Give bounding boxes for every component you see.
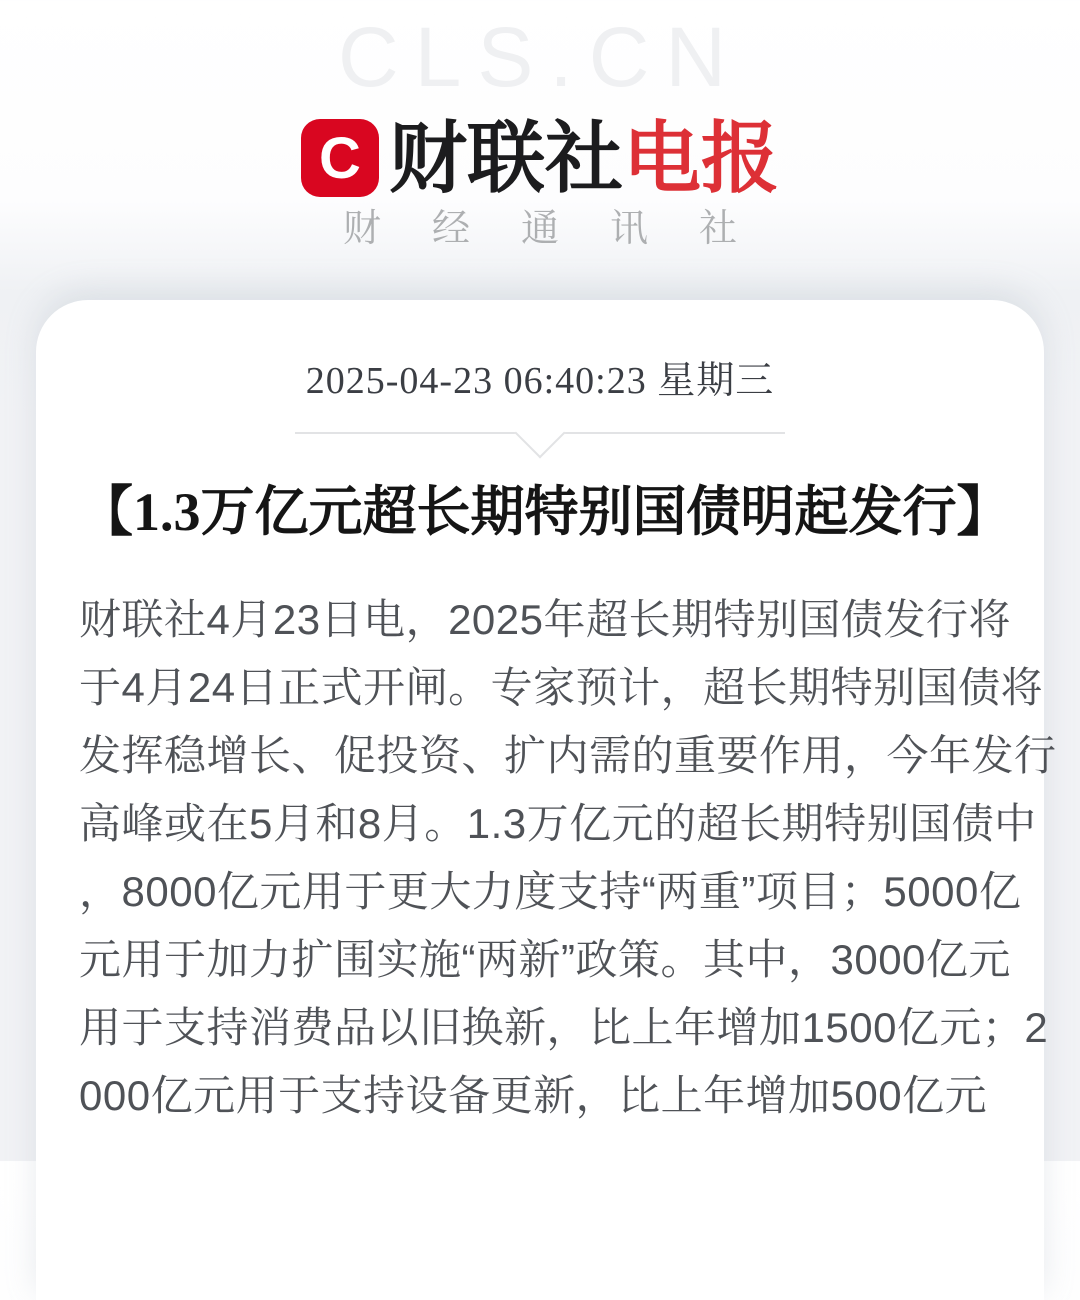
body-line: 于4月24日正式开闸。专家预计，超长期特别国债将 xyxy=(79,664,1044,711)
body-line: 000亿元用于支持设备更新，比上年增加500亿元 xyxy=(79,1072,988,1119)
post-datetime: 2025-04-23 06:40:23 星期三 xyxy=(305,360,775,402)
body-line: 元用于加力扩围实施“两新”政策。其中，3000亿元 xyxy=(79,936,1011,983)
body-line: 发挥稳增长、促投资、扩内需的重要作用，今年发行 xyxy=(79,732,1057,779)
post-headline: 【1.3万亿元超长期特别国债明起发行】 xyxy=(79,482,1011,542)
cls-logo-letter: C xyxy=(319,125,361,191)
body-line: ，8000亿元用于更大力度支持“两重”项目；5000亿 xyxy=(79,868,1022,915)
brand-name-primary: 财联社 xyxy=(388,114,623,202)
cls-logo-icon xyxy=(301,119,379,197)
cls-watermark: CLS.CN xyxy=(337,10,743,104)
telegraph-card xyxy=(36,300,1057,1300)
brand-tagline: 财经通讯社 xyxy=(342,208,788,250)
brand-header xyxy=(0,112,1080,204)
brand-name-accent: 电报 xyxy=(623,114,780,202)
chevron-down-notch xyxy=(515,408,566,459)
divider xyxy=(295,432,785,434)
body-line: 用于支持消费品以旧换新，比上年增加1500亿元；2 xyxy=(79,1004,1049,1051)
brand-name xyxy=(388,114,780,202)
telegraph-card-content xyxy=(36,300,1057,1130)
post-body xyxy=(79,586,1057,1130)
body-line: 高峰或在5月和8月。1.3万亿元的超长期特别国债中 xyxy=(79,800,1037,847)
body-line: 财联社4月23日电，2025年超长期特别国债发行将 xyxy=(79,596,1012,643)
